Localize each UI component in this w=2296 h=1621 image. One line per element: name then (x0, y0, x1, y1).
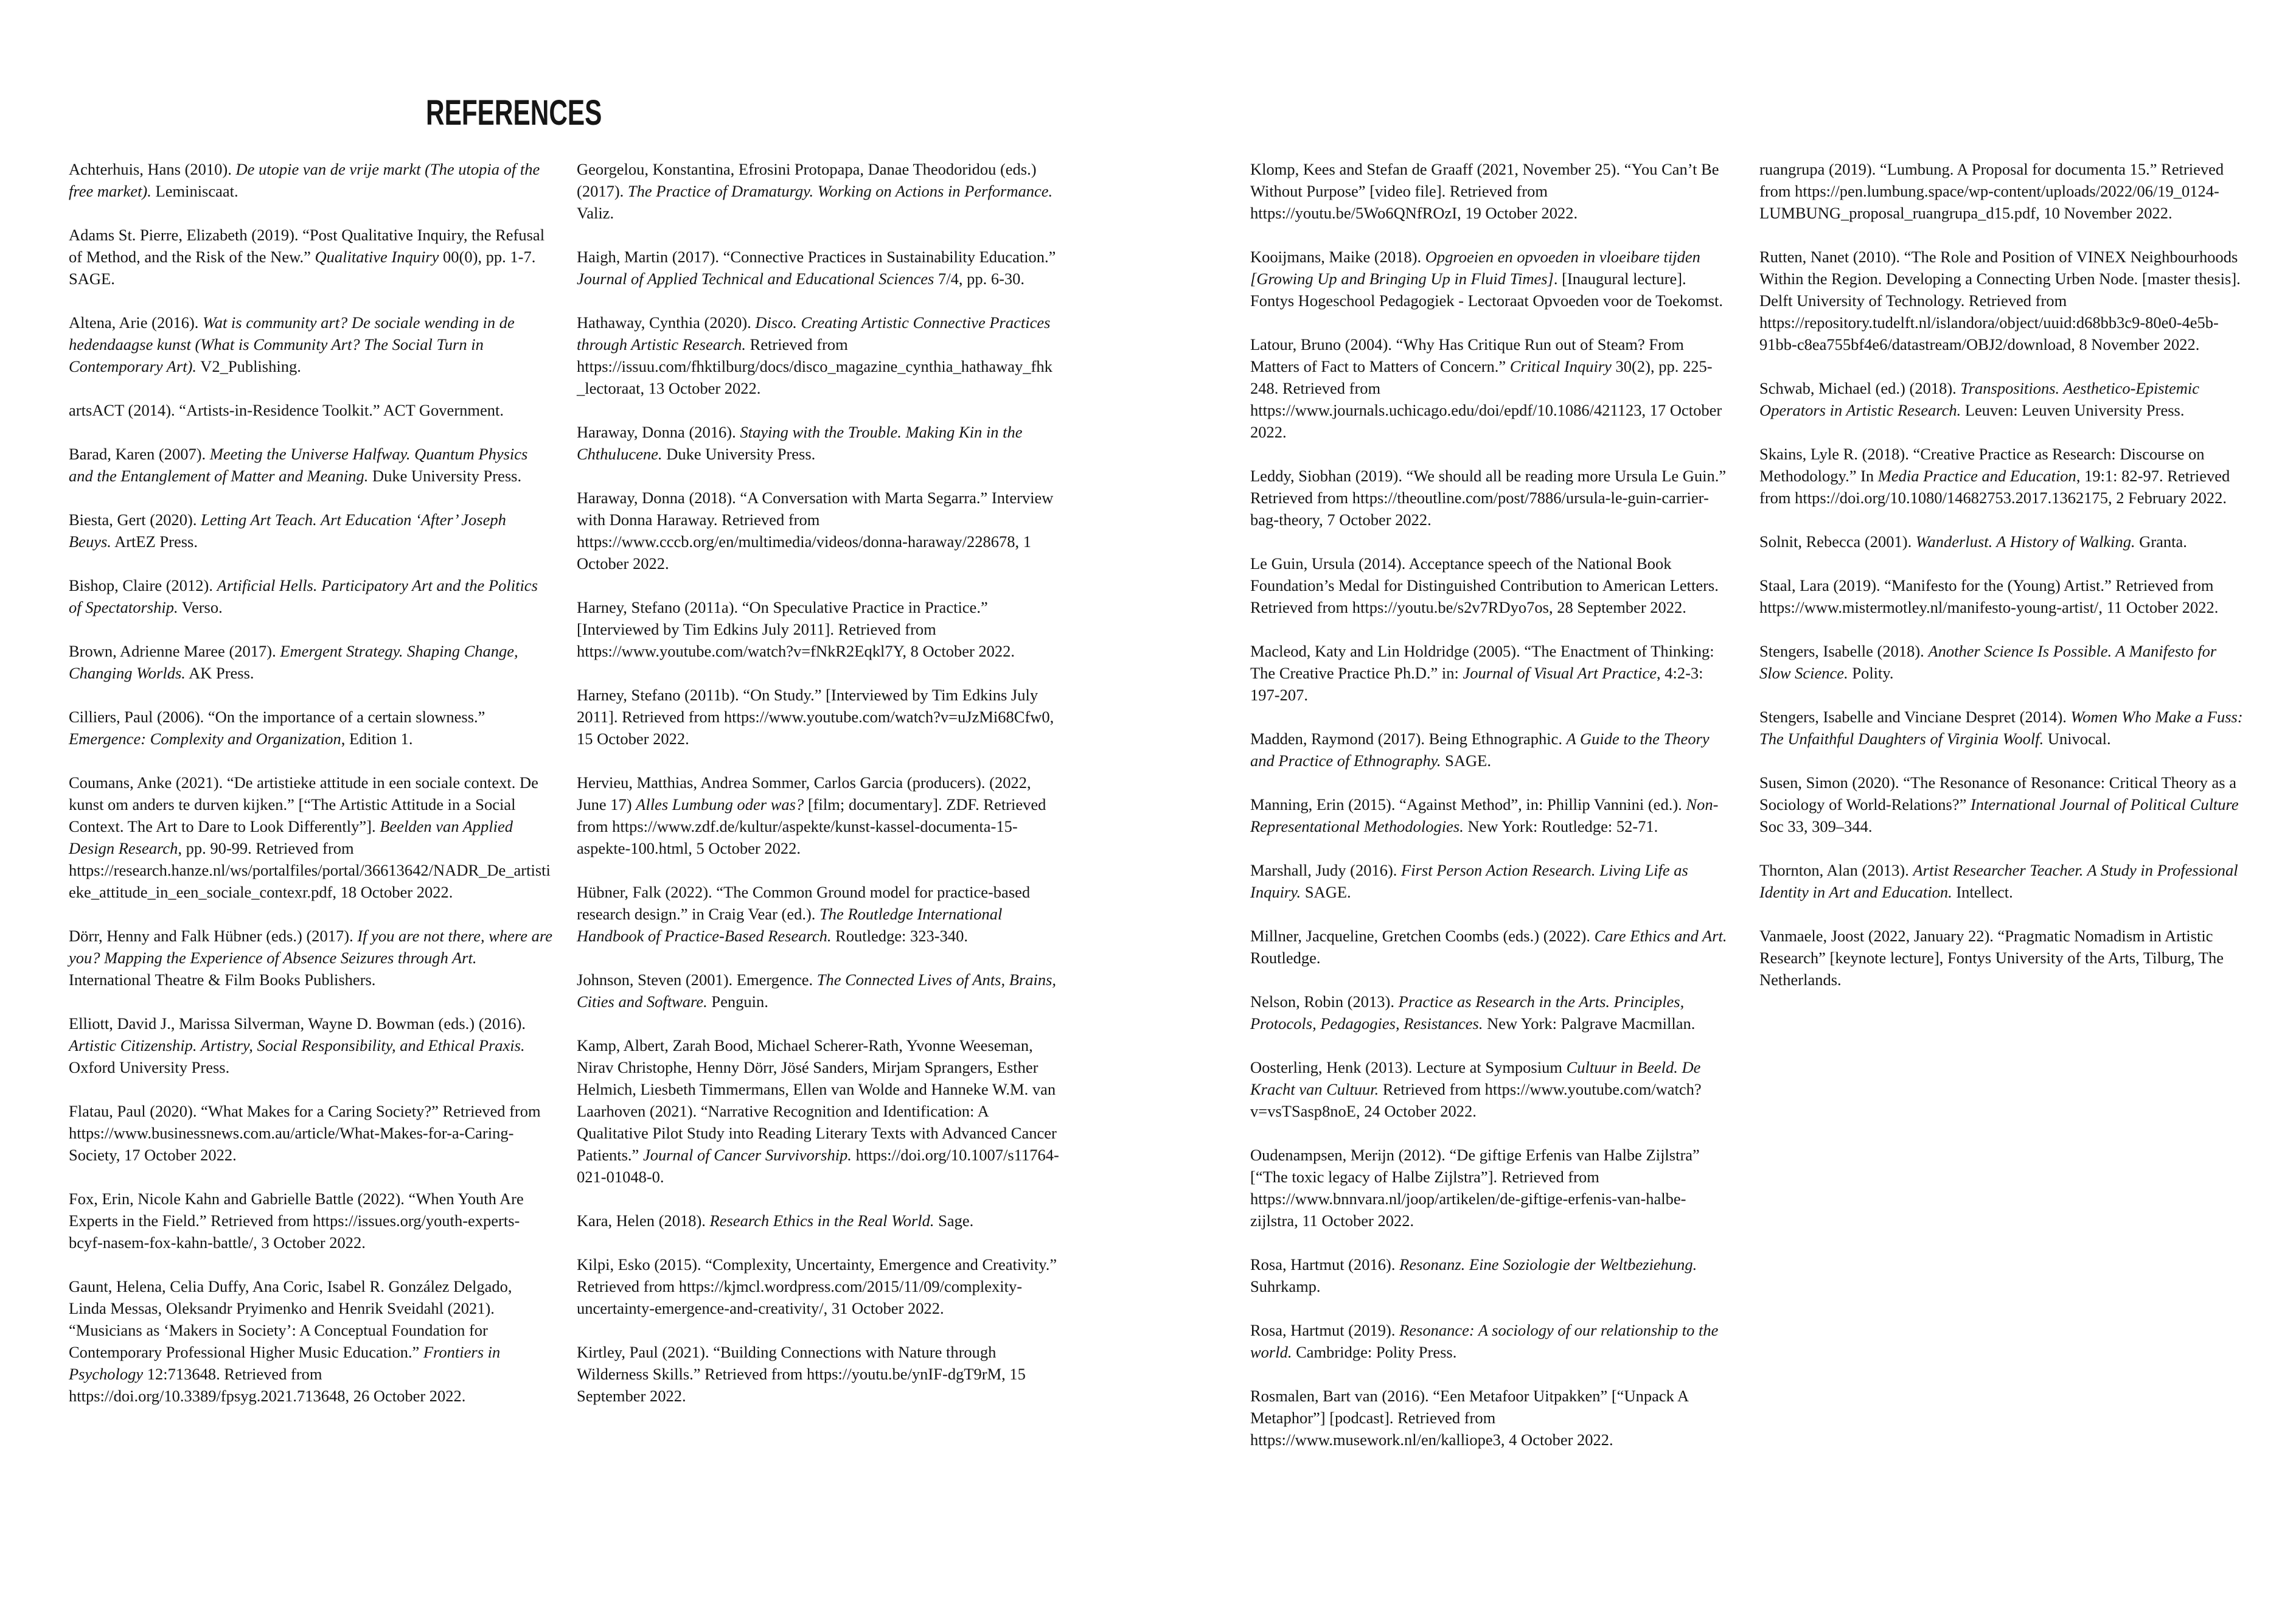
reference-text: Latour, Bruno (2004). “Why Has Critique Run out of Steam? From Matters of Fact to Matters of Concern.” (1250, 335, 1684, 375)
reference-entry (577, 596, 1060, 662)
reference-entry (577, 312, 1060, 399)
reference-entry (69, 399, 552, 421)
reference-text: Biesta, Gert (2020). (69, 511, 201, 529)
reference-text: Madden, Raymond (2017). Being Ethnographic. (1250, 730, 1567, 748)
reference-text: artsACT (2014). “Artists-in-Residence Toolkit.” ACT Government. (69, 401, 504, 419)
reference-text: Brown, Adrienne Maree (2017). (69, 642, 280, 660)
reference-text: Rosmalen, Bart van (2016). “Een Metafoor Uitpakken” [“Unpack A Metaphor”] [podcast]. Retrieved from https://www.musework.nl/en/kalliope3, 4 October 2022. (1250, 1387, 1688, 1449)
reference-text: Nelson, Robin (2013). (1250, 992, 1399, 1011)
reference-title-italic: Women Who Make a Fuss: The Unfaithful Daughters of Virginia Woolf. (1759, 708, 2243, 748)
reference-text: ArtEZ Press. (111, 532, 198, 551)
reference-title-italic: Resonance: A sociology of our relationship to the world. (1250, 1321, 1719, 1361)
reference-title-italic: Letting Art Teach. Art Education ‘After’ Joseph Beuys. (69, 511, 506, 551)
reference-text: Marshall, Judy (2016). (1250, 861, 1402, 879)
reference-text: Millner, Jacqueline, Gretchen Coombs (eds.) (2022). (1250, 927, 1595, 945)
reference-text: Coumans, Anke (2021). “De artistieke attitude in een sociale context. De kunst om anders te durven kijken.” [“The Artistic Attitude in a Social Context. The Art to Dare to Look Differently”]. (69, 773, 538, 835)
reference-text: Hathaway, Cynthia (2020). (577, 313, 756, 332)
page-title: REFERENCES (426, 93, 602, 133)
reference-entry (1250, 925, 1734, 969)
reference-text: Flatau, Paul (2020). “What Makes for a Caring Society?” Retrieved from https://www.businessnews.com.au/article/What-Makes-for-a-Caring-Society, 17 October 2022. (69, 1102, 541, 1164)
reference-entry (69, 1188, 552, 1253)
reference-text: Duke University Press. (662, 445, 816, 463)
reference-entry (1250, 333, 1734, 443)
reference-text: Polity. (1848, 664, 1894, 682)
reference-title-italic: If you are not there, where are you? Mapping the Experience of Absence Seizures through Art. (69, 927, 552, 967)
reference-entry (1250, 1319, 1734, 1363)
reference-title-italic: Journal of Applied Technical and Educational Sciences (577, 270, 934, 288)
reference-title-italic: First Person Action Research. Living Life as Inquiry. (1250, 861, 1688, 901)
reference-title-italic: Artistic Citizenship. Artistry, Social Responsibility, and Ethical Praxis. (69, 1036, 525, 1055)
reference-entry (69, 1100, 552, 1166)
reference-title-italic: Beelden van Applied Design Research (69, 817, 513, 857)
reference-text: Susen, Simon (2020). “The Resonance of Resonance: Critical Theory as a Sociology of World-Relations?” (1759, 773, 2237, 814)
reference-text: , pp. 90-99. Retrieved from https://research.hanze.nl/ws/portalfiles/portal/36613642/NADR_De_artistieke_attitude_in_een_sociale_contexr.pdf, 18 October 2022. (69, 839, 551, 901)
reference-text: International Theatre & Film Books Publishers. (69, 971, 376, 989)
reference-text: 7/4, pp. 6-30. (934, 270, 1025, 288)
reference-entry (1250, 1056, 1734, 1122)
reference-entry (1759, 925, 2243, 991)
reference-entry (1759, 640, 2243, 684)
reference-text: Kara, Helen (2018). (577, 1211, 710, 1230)
reference-text: Rosa, Hartmut (2019). (1250, 1321, 1400, 1339)
reference-title-italic: Alles Lumbung oder was? (636, 795, 804, 814)
reference-text: 12:713648. Retrieved from https://doi.org/10.3389/fpsyg.2021.713648, 26 October 2022. (69, 1365, 466, 1405)
reference-text: Georgelou, Konstantina, Efrosini Protopapa, Danae Theodoridou (eds.) (2017). (577, 160, 1037, 200)
reference-text: Verso. (178, 598, 223, 616)
reference-entry (69, 443, 552, 487)
reference-text: Retrieved from https://www.youtube.com/watch?v=vsTSasp8noE, 24 October 2022. (1250, 1080, 1702, 1120)
reference-text: Penguin. (707, 992, 768, 1011)
reference-entry (577, 969, 1060, 1013)
reference-text: Johnson, Steven (2001). Emergence. (577, 971, 817, 989)
reference-entry (69, 509, 552, 553)
reference-text: Kirtley, Paul (2021). “Building Connections with Nature through Wilderness Skills.” Retrieved from https://youtu.be/ynIF-dgT9rM, 15 September 2022. (577, 1343, 1026, 1405)
reference-title-italic: The Connected Lives of Ants, Brains, Cities and Software. (577, 971, 1057, 1011)
reference-entry (1250, 1253, 1734, 1297)
reference-text: Kamp, Albert, Zarah Bood, Michael Scherer-Rath, Yvonne Weeseman, Nirav Christophe, Henny Dörr, Jösé Sanders, Mirjam Sprangers, Esther Helmich, Liesbeth Timmermans, Ellen van Wolde and Hanneke W.M. van Laarhoven (2021). “Narrative Recognition and Identification: A Qualitative Pilot Study into Reading Literary Texts with Advanced Cancer Patients.” (577, 1036, 1057, 1164)
reference-entry (577, 881, 1060, 947)
reference-title-italic: International Journal of Political Culture (1970, 795, 2239, 814)
reference-entry (69, 574, 552, 618)
reference-text: , Edition 1. (341, 730, 413, 748)
reference-text: Harney, Stefano (2011b). “On Study.” [Interviewed by Tim Edkins July 2011]. Retrieved from https://www.youtube.com/watch?v=uJzMi68Cfw0, 15 October 2022. (577, 686, 1054, 748)
reference-title-italic: The Practice of Dramaturgy. Working on Actions in Performance. (627, 182, 1053, 200)
reference-title-italic: Wanderlust. A History of Walking. (1915, 532, 2135, 551)
reference-title-italic: Wat is community art? De sociale wending in de hedendaagse kunst (What is Community Art? The Social Turn in Contemporary Art). (69, 313, 515, 375)
reference-entry (577, 1253, 1060, 1319)
reference-text: Staal, Lara (2019). “Manifesto for the (Young) Artist.” Retrieved from https://www.mistermotley.nl/manifesto-young-artist/, 11 October 2022. (1759, 576, 2219, 616)
reference-title-italic: Practice as Research in the Arts. Principles, Protocols, Pedagogies, Resistances. (1250, 992, 1685, 1033)
reference-text: Harney, Stefano (2011a). “On Speculative Practice in Practice.” [Interviewed by Tim Edkins July 2011]. Retrieved from https://www.youtube.com/watch?v=fNkR2Eqkl7Y, 8 October 2022. (577, 598, 1015, 660)
reference-entry (69, 925, 552, 991)
reference-title-italic: Transpositions. Aesthetico-Epistemic Operators in Artistic Research. (1759, 379, 2200, 419)
reference-text: . [Inaugural lecture]. Fontys Hogeschool Pedagogiek - Lectoraat Opvoeden voor de Toekomst. (1250, 270, 1724, 310)
reference-title-italic: Frontiers in Psychology (69, 1343, 501, 1383)
reference-text: Valiz. (577, 204, 614, 222)
reference-title-italic: The Routledge International Handbook of Practice-Based Research. (577, 905, 1003, 945)
reference-text: SAGE. (1301, 883, 1351, 901)
reference-text: Schwab, Michael (ed.) (2018). (1759, 379, 1961, 397)
reference-text: Routledge. (1250, 949, 1321, 967)
reference-entry (1250, 728, 1734, 772)
reference-text: SAGE. (1441, 751, 1491, 770)
reference-title-italic: Another Science Is Possible. A Manifesto for Slow Science. (1759, 642, 2217, 682)
reference-entry (69, 772, 552, 903)
reference-title-italic: De utopie van de vrije markt (The utopia of the free market). (69, 160, 540, 200)
reference-text: Klomp, Kees and Stefan de Graaff (2021, November 25). “You Can’t Be Without Purpose” [video file]. Retrieved from https://youtu.be/5Wo6QNfROzI, 19 October 2022. (1250, 160, 1719, 222)
reference-title-italic: Qualitative Inquiry (315, 248, 439, 266)
reference-text: Routledge: 323-340. (831, 927, 968, 945)
reference-text: Gaunt, Helena, Celia Duffy, Ana Coric, Isabel R. González Delgado, Linda Messas, Oleksandr Pryimenko and Henrik Sveidahl (2021). “Musicians as ‘Makers in Society’: A Conceptual Foundation for Contemporary Professional Higher Music Education.” (69, 1277, 512, 1361)
reference-title-italic: Cultuur in Beeld. De Kracht van Cultuur. (1250, 1058, 1701, 1098)
reference-entry (577, 1034, 1060, 1188)
reference-text: Thornton, Alan (2013). (1759, 861, 1913, 879)
reference-entry (1759, 772, 2243, 837)
reference-entry (1250, 465, 1734, 531)
reference-text: Duke University Press. (368, 467, 522, 485)
reference-title-italic: Journal of Visual Art Practice (1463, 664, 1657, 682)
reference-text: Stengers, Isabelle (2018). (1759, 642, 1929, 660)
reference-title-italic: Journal of Cancer Survivorship. (642, 1146, 852, 1164)
references-column-2 (577, 158, 1060, 1429)
reference-text: Sage. (934, 1211, 974, 1230)
reference-text: Skains, Lyle R. (2018). “Creative Practice as Research: Discourse on Methodology.” In (1759, 445, 2205, 485)
reference-text: , 4:2-3: 197-207. (1250, 664, 1703, 704)
reference-text: Bishop, Claire (2012). (69, 576, 217, 594)
reference-entry (577, 158, 1060, 224)
reference-text: Kooijmans, Maike (2018). (1250, 248, 1425, 266)
reference-text: Retrieved from https://issuu.com/fhktilburg/docs/disco_magazine_cynthia_hathaway_fhk_lectoraat, 13 October 2022. (577, 335, 1052, 397)
reference-text: Oosterling, Henk (2013). Lecture at Symposium (1250, 1058, 1567, 1076)
reference-title-italic: Research Ethics in the Real World. (709, 1211, 934, 1230)
reference-entry (69, 224, 552, 290)
reference-text: [film; documentary]. ZDF. Retrieved from https://www.zdf.de/kultur/aspekte/kunst-kassel-documenta-15-aspekte-100.html, 5 October 2022. (577, 795, 1046, 857)
reference-text: Rutten, Nanet (2010). “The Role and Position of VINEX Neighbourhoods Within the Region. Developing a Connecting Urben Node. [master thesis]. Delft University of Technology. Retrieved from https://repository.tudelft.nl/islandora/object/uuid:d68bb3c9-80e0-4e5b-91bb-c8ea755bf4e6/datastream/OBJ2/download, 8 November 2022. (1759, 248, 2241, 354)
reference-entry (1759, 531, 2243, 553)
reference-text: V2_Publishing. (197, 357, 301, 375)
reference-entry (69, 1013, 552, 1078)
reference-text: ruangrupa (2019). “Lumbung. A Proposal for documenta 15.” Retrieved from https://pen.lumbung.space/wp-content/uploads/2022/06/19_0124-LUMBUNG_proposal_ruangrupa_d15.pdf, 10 November 2022. (1759, 160, 2224, 222)
reference-text: Haraway, Donna (2018). “A Conversation with Marta Segarra.” Interview with Donna Haraway. Retrieved from https://www.cccb.org/en/multimedia/videos/donna-haraway/228678, 1 October 2022. (577, 489, 1054, 573)
reference-entry (1759, 246, 2243, 355)
reference-text: https://doi.org/10.1007/s11764-021-01048-0. (577, 1146, 1059, 1186)
references-column-3 (1250, 158, 1734, 1473)
reference-text: Le Guin, Ursula (2014). Acceptance speech of the National Book Foundation’s Medal for Distinguished Contribution to American Letters. Retrieved from https://youtu.be/s2v7RDyo7os, 28 September 2022. (1250, 554, 1719, 616)
reference-title-italic: Non-Representational Methodologies. (1250, 795, 1719, 835)
reference-text: Elliott, David J., Marissa Silverman, Wayne D. Bowman (eds.) (2016). (69, 1014, 526, 1033)
reference-entry (1250, 793, 1734, 837)
reference-text: Soc 33, 309–344. (1759, 817, 1873, 835)
reference-text: Oudenampsen, Merijn (2012). “De giftige Erfenis van Halbe Zijlstra” [“The toxic legacy of Halbe Zijlstra”]. Retrieved from https://www.bnnvara.nl/joop/artikelen/de-giftige-erfenis-van-halbe-zijlstra, 11 October 2022. (1250, 1146, 1700, 1230)
reference-entry (577, 246, 1060, 290)
reference-text: Manning, Erin (2015). “Against Method”, in: Phillip Vannini (ed.). (1250, 795, 1686, 814)
reference-text: Univocal. (2044, 730, 2111, 748)
reference-text: Stengers, Isabelle and Vinciane Despret (2014). (1759, 708, 2071, 726)
reference-entry (1250, 640, 1734, 706)
reference-text: Barad, Karen (2007). (69, 445, 210, 463)
reference-title-italic: Artist Researcher Teacher. A Study in Professional Identity in Art and Education. (1759, 861, 2238, 901)
reference-entry (1759, 706, 2243, 750)
reference-entry (1759, 377, 2243, 421)
reference-text: Cambridge: Polity Press. (1292, 1343, 1457, 1361)
reference-text: 00(0), pp. 1-7. SAGE. (69, 248, 536, 288)
reference-entry (69, 706, 552, 750)
reference-entry (577, 1210, 1060, 1232)
reference-text: Solnit, Rebecca (2001). (1759, 532, 1916, 551)
reference-entry (1759, 443, 2243, 509)
reference-text: New York: Routledge: 52-71. (1463, 817, 1658, 835)
reference-text: Leuven: Leuven University Press. (1961, 401, 2185, 419)
reference-entry (69, 158, 552, 202)
reference-text: Rosa, Hartmut (2016). (1250, 1255, 1400, 1274)
reference-entry (69, 312, 552, 377)
reference-text: Adams St. Pierre, Elizabeth (2019). “Post Qualitative Inquiry, the Refusal of Method, and the Risk of the New.” (69, 226, 545, 266)
reference-text: AK Press. (185, 664, 254, 682)
reference-title-italic: Media Practice and Education (1877, 467, 2076, 485)
reference-entry (1759, 158, 2243, 224)
reference-entry (69, 640, 552, 684)
reference-title-italic: Disco. Creating Artistic Connective Practices through Artistic Research. (577, 313, 1051, 354)
reference-text: Oxford University Press. (69, 1058, 230, 1076)
reference-entry (1250, 158, 1734, 224)
reference-entry (577, 684, 1060, 750)
references-column-4 (1759, 158, 2243, 1013)
reference-title-italic: Resonanz. Eine Soziologie der Weltbeziehung. (1399, 1255, 1697, 1274)
reference-text: Cilliers, Paul (2006). “On the importance of a certain slowness.” (69, 708, 485, 726)
reference-entry (577, 421, 1060, 465)
reference-text: New York: Palgrave Macmillan. (1483, 1014, 1696, 1033)
reference-text: Hübner, Falk (2022). “The Common Ground model for practice-based research design.” in Craig Vear (ed.). (577, 883, 1031, 923)
reference-text: Altena, Arie (2016). (69, 313, 203, 332)
reference-text: Granta. (2135, 532, 2187, 551)
reference-entry (1250, 991, 1734, 1034)
reference-title-italic: Critical Inquiry (1509, 357, 1612, 375)
reference-text: Kilpi, Esko (2015). “Complexity, Uncertainty, Emergence and Creativity.” Retrieved from https://kjmcl.wordpress.com/2015/11/09/complexity-uncertainty-emergence-and-creativity/, 31 October 2022. (577, 1255, 1057, 1317)
reference-title-italic: Staying with the Trouble. Making Kin in the Chthulucene. (577, 423, 1023, 463)
reference-entry (1250, 1144, 1734, 1232)
reference-title-italic: Opgroeien en opvoeden in vloeibare tijden [Growing Up and Bringing Up in Fluid Times] (1250, 248, 1700, 288)
reference-entry (1250, 246, 1734, 312)
reference-text: 30(2), pp. 225-248. Retrieved from https://www.journals.uchicago.edu/doi/epdf/10.1086/421123, 17 October 2022. (1250, 357, 1722, 441)
reference-text: Macleod, Katy and Lin Holdridge (2005). “The Enactment of Thinking: The Creative Practice Ph.D.” in: (1250, 642, 1714, 682)
reference-entry (577, 1341, 1060, 1407)
reference-entry (1250, 553, 1734, 618)
reference-title-italic: Emergent Strategy. Shaping Change, Changing Worlds. (69, 642, 518, 682)
reference-title-italic: Artificial Hells. Participatory Art and the Politics of Spectatorship. (69, 576, 538, 616)
reference-title-italic: Meeting the Universe Halfway. Quantum Physics and the Entanglement of Matter and Meaning. (69, 445, 528, 485)
reference-text: Leminiscaat. (151, 182, 238, 200)
reference-title-italic: Emergence: Complexity and Organization (69, 730, 341, 748)
references-column-1 (69, 158, 552, 1429)
reference-text: Haigh, Martin (2017). “Connective Practices in Sustainability Education.” (577, 248, 1056, 266)
reference-entry (1250, 1385, 1734, 1451)
reference-text: Leddy, Siobhan (2019). “We should all be reading more Ursula Le Guin.” Retrieved from https://theoutline.com/post/7886/ursula-le-guin-carrier-bag-theory, 7 October 2022. (1250, 467, 1727, 529)
reference-text: Suhrkamp. (1250, 1277, 1321, 1295)
reference-text: Fox, Erin, Nicole Kahn and Gabrielle Battle (2022). “When Youth Are Experts in the Field.” Retrieved from https://issues.org/youth-experts-bcyf-nasem-fox-kahn-battle/, 3 October 2022. (69, 1190, 524, 1252)
reference-entry (577, 487, 1060, 574)
reference-entry (577, 772, 1060, 859)
reference-title-italic: Care Ethics and Art. (1594, 927, 1727, 945)
reference-text: Intellect. (1952, 883, 2013, 901)
reference-entry (1250, 859, 1734, 903)
reference-text: Hervieu, Matthias, Andrea Sommer, Carlos Garcia (producers). (2022, June 17) (577, 773, 1031, 814)
reference-text: , 19:1: 82-97. Retrieved from https://doi.org/10.1080/14682753.2017.1362175, 2 February 2022. (1759, 467, 2230, 507)
reference-entry (1759, 574, 2243, 618)
reference-entry (69, 1275, 552, 1407)
reference-text: Achterhuis, Hans (2010). (69, 160, 236, 178)
reference-text: Vanmaele, Joost (2022, January 22). “Pragmatic Nomadism in Artistic Research” [keynote lecture], Fontys University of the Arts, Tilburg, The Netherlands. (1759, 927, 2224, 989)
reference-text: Dörr, Henny and Falk Hübner (eds.) (2017). (69, 927, 358, 945)
reference-title-italic: A Guide to the Theory and Practice of Ethnography. (1250, 730, 1710, 770)
reference-entry (1759, 859, 2243, 903)
reference-text: Haraway, Donna (2016). (577, 423, 740, 441)
